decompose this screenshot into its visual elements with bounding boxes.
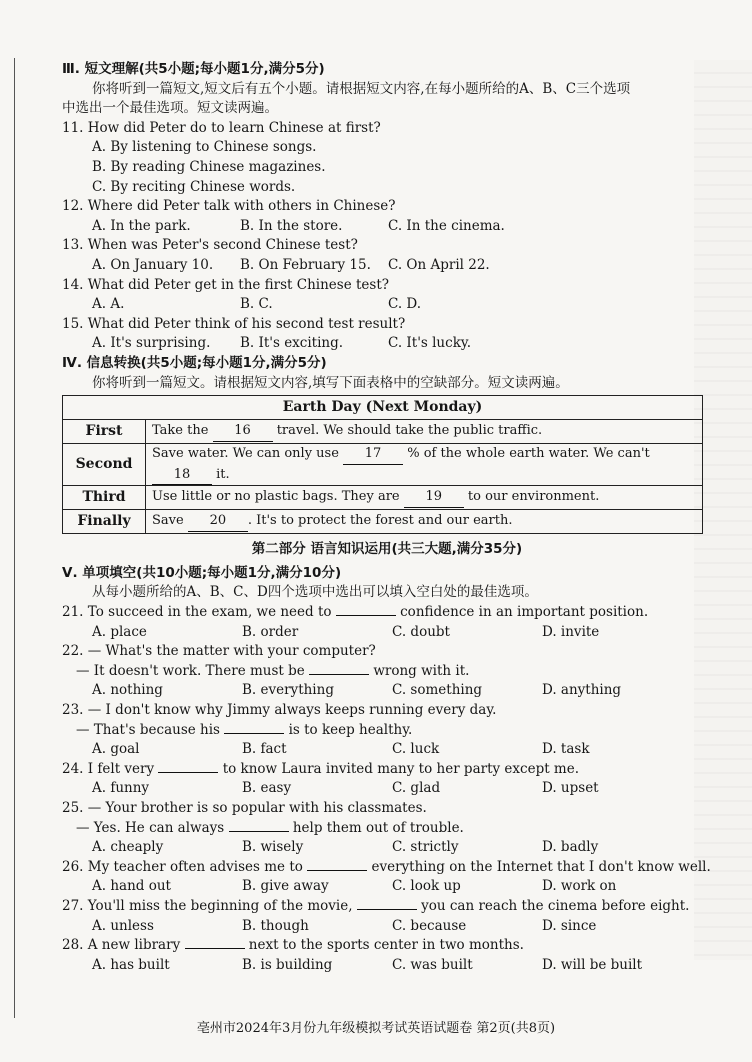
- answer-blank[interactable]: [357, 909, 417, 910]
- option: A. hand out: [92, 878, 171, 895]
- row-label: Finally: [63, 510, 146, 534]
- option: B. fact: [242, 741, 287, 758]
- answer-blank[interactable]: [185, 948, 245, 949]
- table-title: Earth Day (Next Monday): [63, 396, 703, 420]
- row-content: Save 20 . It's to protect the forest and our earth.: [146, 510, 703, 534]
- page-footer: 亳州市2024年3月份九年级模拟考试英语试题卷 第2页(共8页): [196, 1021, 556, 1036]
- option: D. will be built: [542, 956, 643, 973]
- row-label: Third: [63, 486, 146, 510]
- option: D. badly: [542, 839, 599, 856]
- options-row: [62, 295, 712, 315]
- section3-instruction-cont: 中选出一个最佳选项。短文读两遍。: [62, 100, 278, 117]
- question-24: 24. I felt very to know Laura invited many to her party except me.: [62, 760, 580, 777]
- question-22-reply: — It doesn't work. There must be wrong with it.: [76, 662, 470, 679]
- section4-instruction: 你将听到一篇短文。请根据短文内容,填写下面表格中的空缺部分。短文读两遍。: [92, 374, 569, 391]
- question-23-reply: — That's because his is to keep healthy.: [76, 721, 413, 738]
- option: B. is building: [242, 956, 333, 973]
- option: A. On January 10.: [92, 256, 214, 273]
- section4-heading: Ⅳ. 信息转换(共5小题;每小题1分,满分5分): [62, 354, 327, 371]
- row-content: Take the 16 travel. We should take the public traffic.: [146, 420, 703, 444]
- table-row: [63, 420, 703, 444]
- option: B. everything: [242, 682, 334, 699]
- question-11: 11. How did Peter do to learn Chinese at first?: [62, 119, 381, 136]
- question-15: 15. What did Peter think of his second test result?: [62, 315, 406, 332]
- option: D. upset: [542, 780, 599, 797]
- option: C. something: [392, 682, 483, 699]
- section5-instruction: 从每小题所给的A、B、C、D四个选项中选出可以填入空白处的最佳选项。: [92, 584, 538, 601]
- option: C. because: [392, 917, 467, 934]
- row-content: Save water. We can only use 17 % of the whole earth water. We can't 18 it.: [146, 444, 703, 486]
- options-row: [62, 956, 712, 976]
- option: A. goal: [92, 741, 140, 758]
- blank-17[interactable]: 17: [343, 444, 403, 465]
- option: D. since: [542, 917, 597, 934]
- section3-instruction: 你将听到一篇短文,短文后有五个小题。请根据短文内容,在每小题所给的A、B、C三个选项: [92, 80, 631, 97]
- option: B. give away: [242, 878, 329, 895]
- question-28: 28. A new library next to the sports center in two months.: [62, 937, 524, 954]
- options-row: [62, 681, 712, 701]
- option: B. In the store.: [240, 217, 343, 234]
- option: B. wisely: [242, 839, 304, 856]
- option: D. work on: [542, 878, 617, 895]
- blank-19[interactable]: 19: [404, 487, 464, 508]
- section3-questions: [62, 119, 712, 354]
- option: C. On April 22.: [388, 256, 490, 273]
- options-row: [62, 256, 712, 276]
- option: C. doubt: [392, 623, 450, 640]
- options-row: [62, 623, 712, 643]
- option: C. glad: [392, 780, 441, 797]
- question-27: 27. You'll miss the beginning of the movie, you can reach the cinema before eight.: [62, 897, 690, 914]
- answer-blank[interactable]: [307, 870, 367, 871]
- options-row: [62, 779, 712, 799]
- table-row: [63, 444, 703, 486]
- answer-blank[interactable]: [309, 674, 369, 675]
- option: D. anything: [542, 682, 622, 699]
- option: B. order: [242, 623, 299, 640]
- section3-heading: Ⅲ. 短文理解(共5小题;每小题1分,满分5分): [62, 61, 325, 77]
- option: A. cheaply: [92, 839, 164, 856]
- question-21: 21. To succeed in the exam, we need to confidence in an important position.: [62, 604, 649, 621]
- options-row: [62, 334, 712, 354]
- option: B. easy: [242, 780, 292, 797]
- option: C. By reciting Chinese words.: [92, 178, 296, 195]
- options-row: [62, 877, 712, 897]
- question-25-reply: — Yes. He can always help them out of trouble.: [76, 819, 464, 836]
- option: A. unless: [92, 917, 154, 934]
- option: A. It's surprising.: [92, 335, 211, 352]
- earth-day-table: [62, 395, 703, 534]
- option: C. luck: [392, 741, 440, 758]
- options-row: [62, 838, 712, 858]
- option: C. In the cinema.: [388, 217, 505, 234]
- row-label: First: [63, 420, 146, 444]
- blank-20[interactable]: 20: [188, 511, 248, 532]
- option: B. It's exciting.: [240, 335, 344, 352]
- option: B. On February 15.: [240, 256, 371, 273]
- table-row: [63, 486, 703, 510]
- answer-blank[interactable]: [336, 615, 396, 616]
- question-23: 23. — I don't know why Jimmy always keeps running every day.: [62, 702, 497, 719]
- answer-blank[interactable]: [158, 772, 218, 773]
- option: A. By listening to Chinese songs.: [92, 139, 317, 156]
- question-26: 26. My teacher often advises me to everything on the Internet that I don't know well.: [62, 858, 711, 875]
- question-12: 12. Where did Peter talk with others in Chinese?: [62, 198, 396, 215]
- option: C. strictly: [392, 839, 459, 856]
- option: A. A.: [92, 296, 125, 313]
- section5-heading: Ⅴ. 单项填空(共10小题;每小题1分,满分10分): [62, 564, 342, 581]
- question-14: 14. What did Peter get in the first Chinese test?: [62, 276, 390, 293]
- blank-18[interactable]: 18: [152, 465, 212, 486]
- option: A. place: [92, 623, 147, 640]
- options-row: [62, 740, 712, 760]
- option: C. D.: [388, 296, 422, 313]
- option: D. invite: [542, 623, 600, 640]
- option: B. C.: [240, 296, 273, 313]
- question-25: 25. — Your brother is so popular with his classmates.: [62, 800, 427, 816]
- option: A. In the park.: [92, 217, 191, 234]
- option: C. look up: [392, 878, 461, 895]
- options-row: [62, 917, 712, 937]
- options-row: [62, 217, 712, 237]
- option: D. task: [542, 741, 590, 758]
- option: B. though: [242, 917, 309, 934]
- blank-16[interactable]: 16: [213, 421, 273, 442]
- question-22: 22. — What's the matter with your computer?: [62, 643, 376, 660]
- answer-blank[interactable]: [224, 733, 284, 734]
- row-label: Second: [63, 444, 146, 486]
- page-margin-rule: [14, 58, 15, 1018]
- exam-page-content: [62, 60, 712, 975]
- option: C. It's lucky.: [388, 335, 471, 352]
- part2-title: 第二部分 语言知识运用(共三大题,满分35分): [251, 541, 523, 558]
- option: A. nothing: [92, 682, 163, 699]
- table-row: [63, 510, 703, 534]
- option: A. has built: [92, 956, 170, 973]
- option: A. funny: [92, 780, 150, 797]
- option: C. was built: [392, 956, 473, 973]
- option: B. By reading Chinese magazines.: [92, 158, 326, 175]
- question-13: 13. When was Peter's second Chinese test?: [62, 237, 358, 254]
- answer-blank[interactable]: [229, 831, 289, 832]
- row-content: Use little or no plastic bags. They are 19 to our environment.: [146, 486, 703, 510]
